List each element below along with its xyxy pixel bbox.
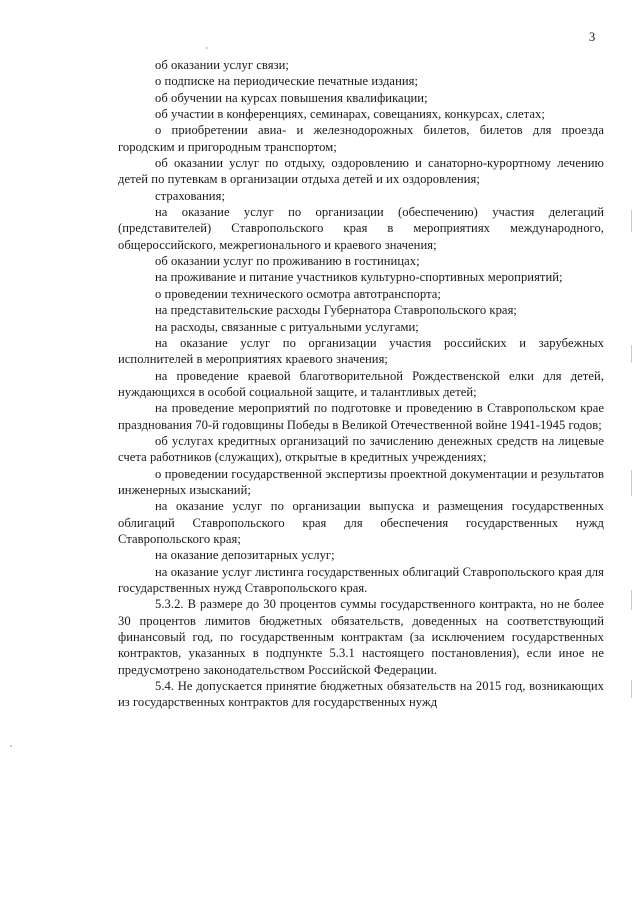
paragraph: на расходы, связанные с ритуальными услугами; [155,319,419,334]
document-body [118,57,604,711]
paragraph: об оказании услуг по проживанию в гостиницах; [155,254,420,269]
paragraph: об услугах кредитных организаций по зачислению денежных средств на лицевые счета работников (служащих), открытые в кредитных учреждениях; [118,433,604,465]
paragraph: 5.3.2. В размере до 30 процентов суммы государственного контракта, но не более 30 процентов лимитов бюджетных обязательств, доведенных на соответствующий финансовый год, по государственным контрактам (за исключением государственных контрактов, указанных в подпункте 5.3.1 настоящего постановления), если иное не предусмотрено законодательством Российской Федерации. [118,597,604,677]
paragraph: на проживание и питание участников культурно-спортивных мероприятий; [155,270,563,285]
paragraph: на проведение краевой благотворительной Рождественской елки для детей, нуждающихся в особой социальной защите, и талантливых детей; [118,368,604,399]
paragraph: об обучении на курсах повышения квалификации; [155,90,428,105]
paragraph: на оказание услуг по организации участия российских и зарубежных исполнителей в мероприятиях краевого значения; [118,335,604,367]
paragraph: о приобретении авиа- и железнодорожных билетов, билетов для проезда городским и пригородным транспортом; [118,123,604,154]
scan-speck [206,47,208,49]
paragraph: о проведении государственной экспертизы проектной документации и результатов инженерных изысканий; [118,466,604,497]
page-number: 3 [589,30,596,44]
paragraph: об оказании услуг по отдыху, оздоровлению и санаторно-курортному лечению детей по путевкам в организации отдыха детей и их оздоровления; [118,156,604,187]
scan-artifact [631,210,632,232]
paragraph: о проведении технического осмотра автотранспорта; [155,286,441,301]
paragraph: на оказание услуг по организации выпуска и размещения государственных облигаций Ставропольского края для обеспечения государственных нужд Ставропольского края; [118,499,604,546]
scan-artifact [631,590,632,610]
paragraph: об оказании услуг связи; [155,58,289,72]
paragraph: страхования; [155,188,225,203]
paragraph: на оказание услуг листинга государственных облигаций Ставропольского края для государственных нужд Ставропольского края. [118,564,604,595]
paragraph: об участии в конференциях, семинарах, совещаниях, конкурсах, слетах; [155,107,545,122]
paragraph: на оказание депозитарных услуг; [155,548,335,563]
paragraph: о подписке на периодические печатные издания; [155,74,419,89]
scan-speck [10,745,12,747]
paragraph: на оказание услуг по организации (обеспечению) участия делегаций (представителей) Ставропольского края в мероприятиях международного, общероссийского, межрегионального и краевого значения; [118,205,604,252]
paragraph: на представительские расходы Губернатора Ставропольского края; [155,303,517,318]
scan-artifact [631,470,632,496]
paragraph: 5.4. Не допускается принятие бюджетных обязательств на 2015 год, возникающих из государственных контрактов для государственных нужд [118,679,604,710]
scan-artifact [631,345,632,363]
scan-artifact [631,680,632,698]
paragraph: на проведение мероприятий по подготовке и проведению в Ставропольском крае празднования 70-й годовщины Победы в Великой Отечественной войне 1941-1945 годов; [118,401,604,432]
